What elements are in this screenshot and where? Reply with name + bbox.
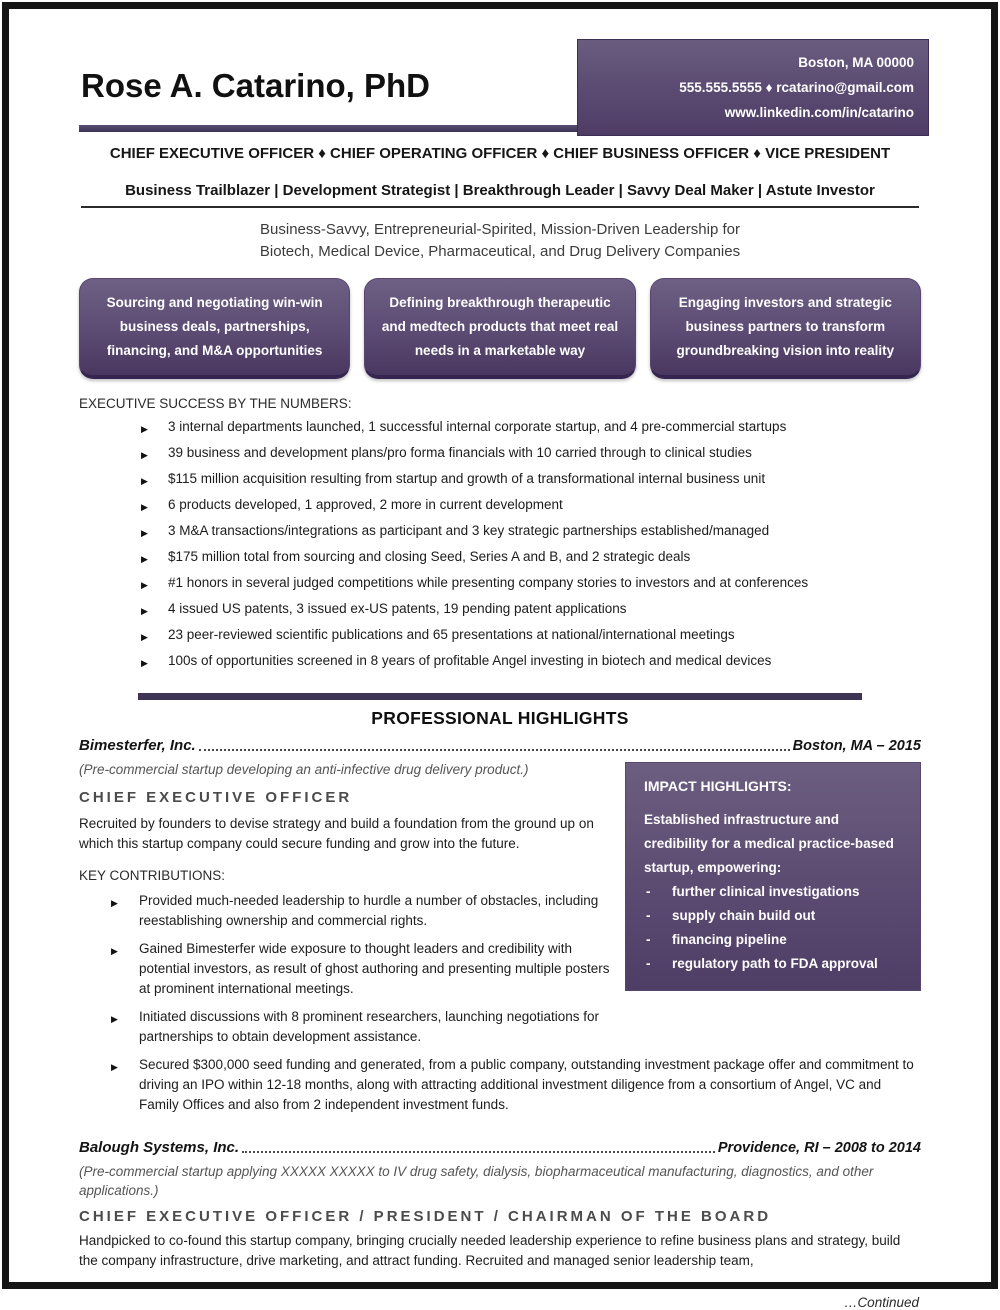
company-location-dates: Providence, RI – 2008 to 2014 — [717, 1140, 921, 1156]
list-item-text: $115 million acquisition resulting from startup and growth of a transformational internal business unit — [168, 471, 766, 486]
bullet-arrow-icon: ▶ — [141, 424, 148, 434]
dash-icon: - — [646, 908, 651, 923]
list-item-text: 3 internal departments launched, 1 successful internal corporate startup, and 4 pre-commercial startups — [168, 419, 787, 434]
dotted-leader — [199, 749, 790, 751]
impact-intro: Established infrastructure and credibility for a medical practice-based startup, empowering: — [644, 812, 894, 875]
tagline-line-2: Biotech, Medical Device, Pharmaceutical, and Drug Delivery Companies — [259, 243, 741, 260]
job-role: CHIEF EXECUTIVE OFFICER / PRESIDENT / CHAIRMAN OF THE BOARD — [79, 1208, 772, 1225]
value-boxes — [79, 278, 921, 379]
list-item-text: 39 business and development plans/pro forma financials with 10 carried through to clinical studies — [168, 445, 752, 460]
value-box-investors: Engaging investors and strategic business partners to transform groundbreaking vision into reality — [650, 278, 921, 379]
job-header-bimesterfer — [79, 737, 921, 754]
numbers-heading: EXECUTIVE SUCCESS BY THE NUMBERS: — [79, 396, 352, 411]
impact-highlights-box — [625, 762, 921, 991]
list-item — [79, 891, 624, 931]
key-contributions-heading: KEY CONTRIBUTIONS: — [79, 868, 226, 883]
bullet-arrow-icon: ▶ — [111, 1014, 118, 1024]
value-box-products: Defining breakthrough therapeutic and medtech products that meet real needs in a marketable way — [364, 278, 635, 379]
resume-page — [2, 2, 998, 1310]
impact-item-text: supply chain build out — [672, 908, 816, 923]
job-left-column — [79, 760, 624, 1047]
dash-icon: - — [646, 956, 651, 971]
job-summary: Handpicked to co-found this startup company, bringing crucially needed leadership experience to refine business plans and strategy, build the company infrastructure, drive marketing, and attract funding. Recruited and managed senior leadership team, — [79, 1233, 901, 1268]
company-descriptor: (Pre-commercial startup applying XXXXX XXXXX to IV drug safety, dialysis, biopharmaceutical manufacturing, diagnostics, and other applications.) — [79, 1164, 874, 1198]
tagline-line-1: Business-Savvy, Entrepreneurial-Spirited, Mission-Driven Leadership for — [260, 221, 740, 238]
titles-line: CHIEF EXECUTIVE OFFICER ♦ CHIEF OPERATING OFFICER ♦ CHIEF BUSINESS OFFICER ♦ VICE PRESIDENT — [109, 145, 891, 162]
list-item-text: $175 million total from sourcing and closing Seed, Series A and B, and 2 strategic deals — [168, 549, 691, 564]
bullet-arrow-icon: ▶ — [141, 528, 148, 538]
list-item-text: Gained Bimesterfer wide exposure to thought leaders and credibility with potential investors, as result of ghost authoring and presenting multiple posters at prominent international meetings. — [139, 941, 610, 996]
job-role: CHIEF EXECUTIVE OFFICER — [79, 789, 353, 806]
dotted-leader — [242, 1151, 715, 1153]
company-descriptor: (Pre-commercial startup developing an anti-infective drug delivery product.) — [79, 762, 529, 777]
company-location-dates: Boston, MA – 2015 — [792, 738, 921, 754]
contact-linkedin: www.linkedin.com/in/catarino — [724, 105, 914, 120]
list-item — [79, 445, 921, 463]
list-item — [79, 1055, 921, 1115]
bullet-arrow-icon: ▶ — [141, 580, 148, 590]
contact-phone-email — [592, 75, 914, 100]
job-summary: Recruited by founders to devise strategy and build a foundation from the ground up on which this startup company could secure funding and grow into the future. — [79, 816, 594, 851]
list-item — [79, 1007, 624, 1047]
impact-item-text: financing pipeline — [672, 932, 787, 947]
contact-phone: 555.555.5555 — [679, 80, 762, 95]
list-item-text: Secured $300,000 seed funding and generated, from a public company, outstanding investment package offer and commitment to driving an IPO within 12-18 months, along with attracting additional investment diligence from a consortium of Angel, VC and Family Offices and also from 2 independent investment funds. — [139, 1057, 914, 1112]
section-title: PROFESSIONAL HIGHLIGHTS — [371, 708, 629, 728]
list-item-text: 100s of opportunities screened in 8 years of profitable Angel investing in biotech and medical devices — [168, 653, 772, 668]
list-item-text: 4 issued US patents, 3 issued ex-US patents, 19 pending patent applications — [168, 601, 627, 616]
page-title-name: Rose A. Catarino, PhD — [81, 67, 430, 104]
bullet-arrow-icon: ▶ — [141, 476, 148, 486]
list-item-text: #1 honors in several judged competitions while presenting company stories to investors and at conferences — [168, 575, 809, 590]
list-item — [79, 497, 921, 515]
impact-item — [644, 952, 902, 976]
list-item-text: Provided much-needed leadership to hurdle a number of obstacles, including reestablishing ownership and commercial rights. — [139, 893, 599, 928]
impact-item — [644, 904, 902, 928]
bullet-arrow-icon: ▶ — [141, 502, 148, 512]
list-item — [79, 549, 921, 567]
section-divider — [138, 693, 862, 700]
list-item — [79, 627, 921, 645]
company-name: Bimesterfer, Inc. — [79, 737, 196, 754]
continued-note: …Continued — [843, 1295, 919, 1310]
contact-info-box — [577, 39, 929, 136]
company-name: Balough Systems, Inc. — [79, 1139, 240, 1156]
list-item — [79, 601, 921, 619]
bullet-arrow-icon: ▶ — [141, 658, 148, 668]
tagline — [79, 219, 921, 263]
bullet-arrow-icon: ▶ — [141, 554, 148, 564]
job-header-balough — [79, 1139, 921, 1156]
list-item — [79, 471, 921, 489]
impact-item-text: regulatory path to FDA approval — [672, 956, 878, 971]
list-item — [79, 419, 921, 437]
contact-email: rcatarino@gmail.com — [776, 80, 914, 95]
bullet-arrow-icon: ▶ — [141, 632, 148, 642]
brand-line: Business Trailblazer | Development Strategist | Breakthrough Leader | Savvy Deal Maker | Astute Investor — [81, 182, 919, 208]
list-item — [79, 653, 921, 671]
bullet-arrow-icon: ▶ — [111, 1062, 118, 1072]
list-item — [79, 523, 921, 541]
bullet-arrow-icon: ▶ — [111, 898, 118, 908]
list-item-text: 6 products developed, 1 approved, 2 more in current development — [168, 497, 563, 512]
diamond-icon: ♦ — [765, 80, 773, 95]
list-item-text: 23 peer-reviewed scientific publications and 65 presentations at national/international meetings — [168, 627, 735, 642]
impact-item-text: further clinical investigations — [672, 884, 860, 899]
bullet-arrow-icon: ▶ — [141, 606, 148, 616]
bullet-arrow-icon: ▶ — [141, 450, 148, 460]
impact-item — [644, 928, 902, 952]
list-item-text: Initiated discussions with 8 prominent researchers, launching negotiations for partnerships to obtain development assistance. — [139, 1009, 600, 1044]
impact-item — [644, 880, 902, 904]
list-item — [79, 575, 921, 593]
job-body-bimesterfer — [79, 760, 921, 1115]
bullet-arrow-icon: ▶ — [111, 946, 118, 956]
impact-heading: IMPACT HIGHLIGHTS: — [644, 778, 792, 794]
list-item-text: 3 M&A transactions/integrations as participant and 3 key strategic partnerships established/managed — [168, 523, 770, 538]
numbers-list — [79, 419, 921, 671]
value-box-deals: Sourcing and negotiating win-win business deals, partnerships, financing, and M&A opportunities — [79, 278, 350, 379]
dash-icon: - — [646, 932, 651, 947]
dash-icon: - — [646, 884, 651, 899]
contact-city: Boston, MA 00000 — [798, 55, 914, 70]
list-item — [79, 939, 624, 999]
